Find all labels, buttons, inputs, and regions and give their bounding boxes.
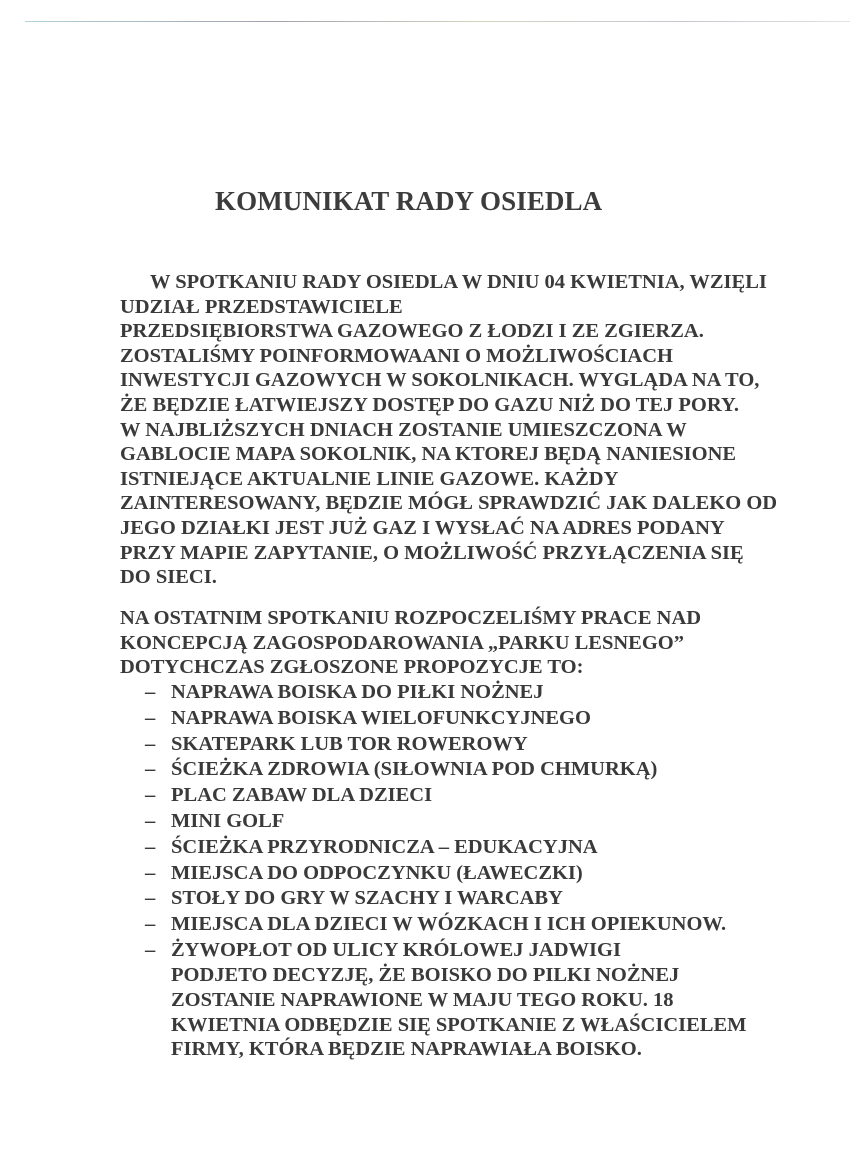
text-line: PRZEDSIĘBIORSTWA GAZOWEGO Z ŁODZI I ZE ZGIERZA. xyxy=(120,320,704,343)
list-item xyxy=(145,757,825,783)
list-item-text: MIEJSCA DLA DZIECI W WÓZKACH I ICH OPIEKUNOW. xyxy=(171,913,727,936)
list-item xyxy=(145,861,825,887)
proposals-list xyxy=(145,680,825,964)
list-item-text: NAPRAWA BOISKA DO PIŁKI NOŻNEJ xyxy=(171,681,544,703)
list-item-text: NAPRAWA BOISKA WIELOFUNKCYJNEGO xyxy=(171,706,591,729)
dash-bullet-icon: – xyxy=(145,913,156,936)
paragraph-park-concept xyxy=(120,606,820,680)
text-line: GABLOCIE MAPA SOKOLNIK, NA KTOREJ BĘDĄ NANIESIONE xyxy=(120,443,737,466)
list-item-text: MINI GOLF xyxy=(171,809,285,832)
list-item-text: PLAC ZABAW DLA DZIECI xyxy=(171,784,433,807)
text-line: DO SIECI. xyxy=(120,566,217,589)
text-line: W SPOTKANIU RADY OSIEDLA W DNIU 04 KWIETNIA, WZIĘLI xyxy=(150,271,767,293)
scan-artifact-line xyxy=(25,21,850,22)
text-line: JEGO DZIAŁKI JEST JUŻ GAZ I WYSŁAĆ NA ADRES PODANY xyxy=(120,516,725,539)
list-item-text: STOŁY DO GRY W SZACHY I WARCABY xyxy=(171,887,563,910)
dash-bullet-icon: – xyxy=(145,809,156,832)
text-line: PODJETO DECYZJĘ, ŻE BOISKO DO PILKI NOŻNEJ xyxy=(171,964,680,986)
list-item xyxy=(145,680,825,706)
list-item xyxy=(145,938,825,964)
dash-bullet-icon: – xyxy=(145,681,156,703)
list-item-text: ŚCIEŻKA ZDROWIA (SIŁOWNIA POD CHMURKĄ) xyxy=(171,758,658,781)
dash-bullet-icon: – xyxy=(145,938,156,961)
text-line: ŻE BĘDZIE ŁATWIEJSZY DOSTĘP DO GAZU NIŻ DO TEJ PORY. xyxy=(120,393,739,416)
list-item-text: ŻYWOPŁOT OD ULICY KRÓLOWEJ JADWIGI xyxy=(171,938,621,961)
list-item-text: SKATEPARK LUB TOR ROWEROWY xyxy=(171,732,528,755)
list-item xyxy=(145,809,825,835)
paragraph-gas-investment xyxy=(120,270,820,590)
list-item-text: ŚCIEŻKA PRZYRODNICZA – EDUKACYJNA xyxy=(171,835,598,858)
text-line: ZOSTALIŚMY POINFORMOWAANI O MOŻLIWOŚCIACH xyxy=(120,344,673,367)
list-item xyxy=(145,706,825,732)
dash-bullet-icon: – xyxy=(145,758,156,781)
text-line: FIRMY, KTÓRA BĘDZIE NAPRAWIAŁA BOISKO. xyxy=(171,1038,642,1061)
dash-bullet-icon: – xyxy=(145,732,156,755)
text-line: KWIETNIA ODBĘDZIE SIĘ SPOTKANIE Z WŁAŚCICIELEM xyxy=(171,1013,747,1036)
document-title: KOMUNIKAT RADY OSIEDLA xyxy=(215,186,603,216)
text-line: ISTNIEJĄCE AKTUALNIE LINIE GAZOWE. KAŻDY xyxy=(120,467,619,490)
text-line: UDZIAŁ PRZEDSTAWICIELE xyxy=(120,295,403,318)
list-item xyxy=(145,783,825,809)
list-item xyxy=(145,732,825,758)
text-line: W NAJBLIŻSZYCH DNIACH ZOSTANIE UMIESZCZONA W xyxy=(120,418,687,441)
list-item xyxy=(145,886,825,912)
text-line: ZOSTANIE NAPRAWIONE W MAJU TEGO ROKU. 18 xyxy=(171,988,674,1011)
dash-bullet-icon: – xyxy=(145,835,156,858)
list-item xyxy=(145,835,825,861)
text-line: KONCEPCJĄ ZAGOSPODAROWANIA „PARKU LESNEGO” xyxy=(120,631,684,654)
text-line: PRZY MAPIE ZAPYTANIE, O MOŻLIWOŚĆ PRZYŁĄCZENIA SIĘ xyxy=(120,541,744,564)
list-item-text: MIEJSCA DO ODPOCZYNKU (ŁAWECZKI) xyxy=(171,861,583,884)
text-line: NA OSTATNIM SPOTKANIU ROZPOCZELIŚMY PRACE NAD xyxy=(120,607,702,629)
text-line: ZAINTERESOWANY, BĘDZIE MÓGŁ SPRAWDZIĆ JAK DALEKO OD xyxy=(120,492,778,515)
dash-bullet-icon: – xyxy=(145,706,156,729)
list-item xyxy=(145,912,825,938)
dash-bullet-icon: – xyxy=(145,861,156,884)
text-line: DOTYCHCZAS ZGŁOSZONE PROPOZYCJE TO: xyxy=(120,656,584,679)
closing-paragraph xyxy=(171,963,747,1062)
text-line: INWESTYCJI GAZOWYCH W SOKOLNIKACH. WYGLĄDA NA TO, xyxy=(120,369,760,392)
dash-bullet-icon: – xyxy=(145,784,156,807)
dash-bullet-icon: – xyxy=(145,887,156,910)
